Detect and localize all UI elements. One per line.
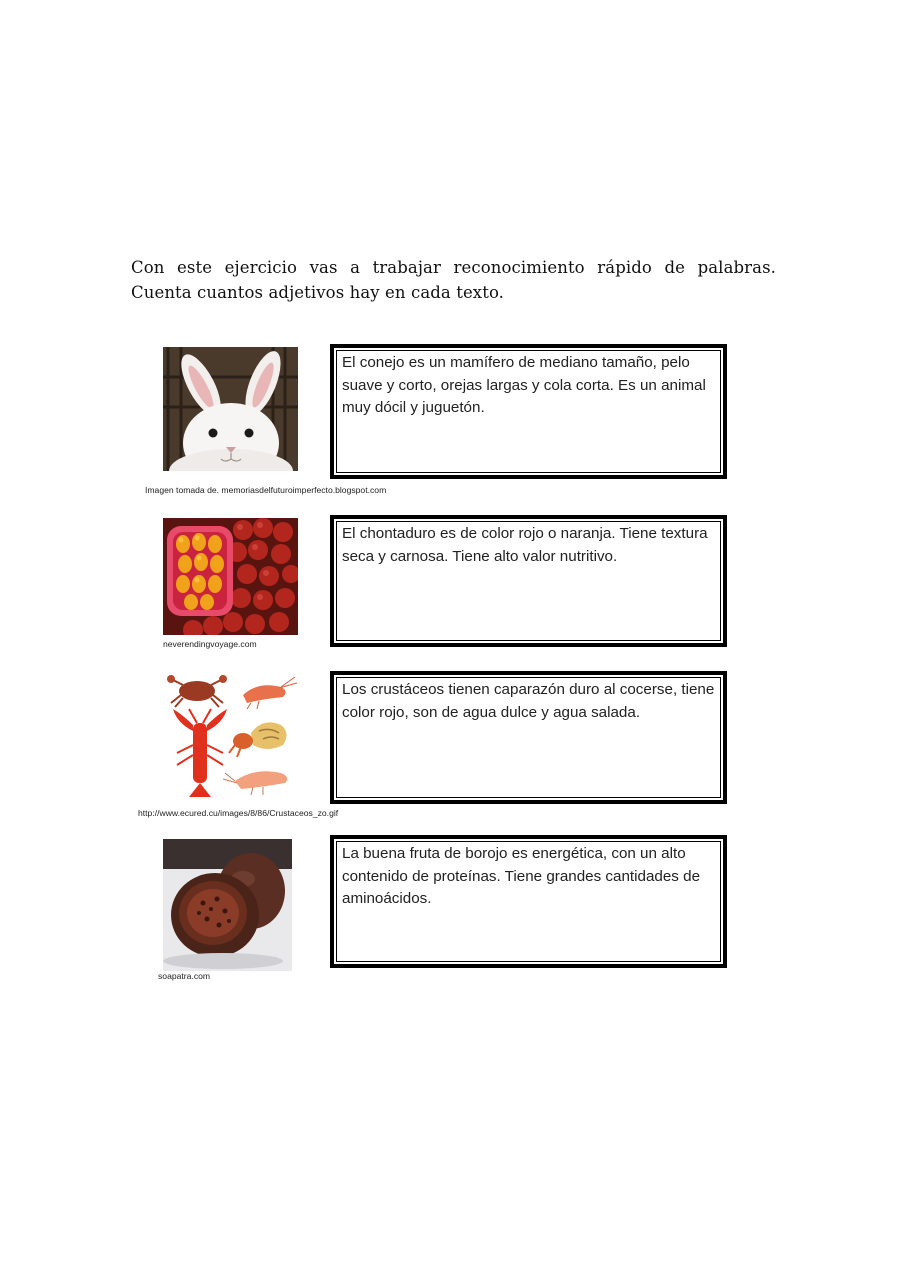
instructions-text: Con este ejercicio vas a trabajar reconocimiento rápido de palabras. Cuenta cuantos adjetivos hay en cada texto. (131, 257, 776, 302)
text-box (330, 835, 727, 968)
text-box (330, 671, 727, 804)
crustaceans-image (163, 673, 298, 803)
chontaduro-image (163, 518, 298, 635)
image-credit: neverendingvoyage.com (163, 639, 257, 649)
image-credit: soapatra.com (158, 971, 211, 981)
item-text: La buena fruta de borojo es energética, con un alto contenido de proteínas. Tiene grandes cantidades de aminoácidos. (342, 845, 701, 907)
rabbit-image (163, 347, 298, 471)
borojo-image (163, 839, 292, 971)
item-text: El conejo es un mamífero de mediano tamaño, pelo suave y corto, orejas largas y cola corta. Es un animal muy dócil y juguetón. (342, 354, 706, 416)
image-credit: http://www.ecured.cu/images/8/86/Crustaceos_zo.gif (138, 808, 339, 818)
item-text: Los crustáceos tienen caparazón duro al cocerse, tiene color rojo, son de agua dulce y agua salada. (342, 681, 715, 721)
item-text: El chontaduro es de color rojo o naranja. Tiene textura seca y carnosa. Tiene alto valor nutritivo. (342, 525, 708, 565)
text-box (330, 515, 727, 647)
text-box (330, 344, 727, 479)
image-credit: Imagen tomada de. memoriasdelfuturoimperfecto.blogspot.com (145, 485, 387, 495)
